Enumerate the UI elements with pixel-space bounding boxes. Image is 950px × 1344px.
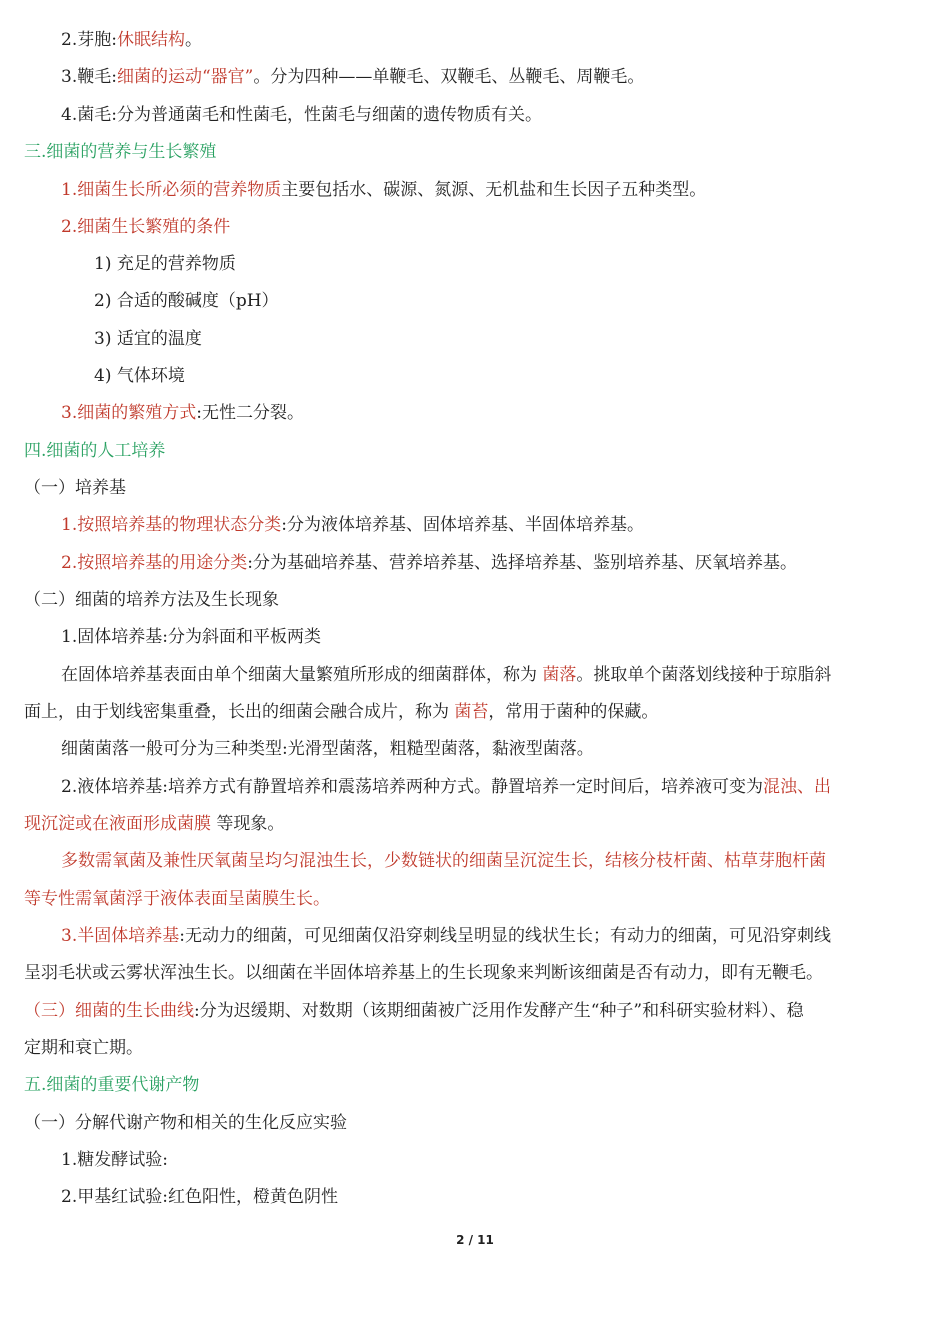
text-line — [0, 1074, 950, 1096]
text-line — [0, 552, 950, 574]
text-segment: :分为液体培养基、固体培养基、半固体培养基。 — [281, 515, 644, 535]
text-segment: 在固体培养基表面由单个细菌大量繁殖所形成的细菌群体，称为 — [61, 665, 543, 685]
text-segment: 四.细菌的人工培养 — [24, 441, 166, 461]
text-segment: 2.液体培养基:培养方式有静置培养和震荡培养两种方式。静置培养一定时间后，培养液可变为 — [61, 777, 763, 797]
text-segment: 1) 充足的营养物质 — [94, 254, 236, 274]
text-segment: 2) 合适的酸碱度（pH） — [94, 291, 279, 311]
text-line — [0, 290, 950, 312]
text-segment: 4.菌毛:分为普通菌毛和性菌毛，性菌毛与细菌的遗传物质有关。 — [61, 105, 542, 125]
text-segment: :无动力的细菌，可见细菌仅沿穿刺线呈明显的线状生长；有动力的细菌，可见沿穿刺线 — [179, 926, 831, 946]
text-segment: 1.按照培养基的物理状态分类 — [61, 515, 282, 535]
text-segment: 2.芽胞: — [61, 30, 117, 50]
text-segment: （一）培养基 — [24, 478, 126, 498]
text-line — [0, 850, 950, 872]
text-segment: 细菌菌落一般可分为三种类型:光滑型菌落，粗糙型菌落，黏液型菌落。 — [61, 739, 594, 759]
text-segment: 呈羽毛状或云雾状浑浊生长。以细菌在半固体培养基上的生长现象来判断该细菌是否有动力，即有无鞭毛。 — [24, 963, 823, 983]
text-segment: 现沉淀或在液面形成菌膜 — [24, 814, 211, 834]
text-line — [0, 179, 950, 201]
text-segment: :无性二分裂。 — [196, 403, 304, 423]
text-segment: 等专性需氧菌浮于液体表面呈菌膜生长。 — [24, 889, 330, 909]
text-line — [0, 1186, 950, 1208]
text-segment: 3.细菌的繁殖方式 — [61, 403, 197, 423]
text-segment: 。 — [184, 30, 202, 50]
text-segment: 三.细菌的营养与生长繁殖 — [24, 142, 217, 162]
text-segment: 五.细菌的重要代谢产物 — [24, 1075, 200, 1095]
text-segment: 3.鞭毛: — [61, 67, 117, 87]
text-segment: 细菌的运动“器官” — [116, 67, 254, 87]
text-segment: 2.甲基红试验:红色阳性，橙黄色阴性 — [61, 1187, 338, 1207]
text-line — [0, 365, 950, 387]
text-line — [0, 141, 950, 163]
text-line — [0, 104, 950, 126]
text-line — [0, 216, 950, 238]
text-segment: 休眠结构 — [116, 30, 185, 50]
text-line — [0, 1112, 950, 1134]
text-line — [0, 29, 950, 51]
text-segment: （三）细菌的生长曲线 — [24, 1001, 194, 1021]
text-line — [0, 626, 950, 648]
text-line — [0, 738, 950, 760]
text-line — [0, 701, 950, 723]
text-segment: 面上，由于划线密集重叠，长出的细菌会融合成片，称为 — [24, 702, 455, 722]
text-line — [0, 1037, 950, 1059]
text-segment: 2.按照培养基的用途分类 — [61, 553, 248, 573]
text-segment: 菌苔 — [454, 702, 489, 722]
text-line — [0, 925, 950, 947]
text-segment: （一）分解代谢产物和相关的生化反应实验 — [24, 1113, 347, 1133]
text-segment: 1.细菌生长所必须的营养物质 — [61, 180, 282, 200]
text-line — [0, 66, 950, 88]
text-line — [0, 253, 950, 275]
text-segment: 4) 气体环境 — [94, 366, 185, 386]
text-segment: 菌落 — [542, 665, 577, 685]
text-line — [0, 813, 950, 835]
text-segment: 3) 适宜的温度 — [94, 329, 202, 349]
text-line — [0, 962, 950, 984]
text-segment: 混浊、出 — [762, 777, 831, 797]
text-line — [0, 589, 950, 611]
text-line — [0, 477, 950, 499]
text-line — [0, 1149, 950, 1171]
text-segment: 等现象。 — [211, 814, 285, 834]
page-number: 2 / 11 — [456, 1233, 494, 1247]
text-segment: （二）细菌的培养方法及生长现象 — [24, 590, 279, 610]
text-segment: 。挑取单个菌落划线接种于琼脂斜 — [576, 665, 832, 685]
text-line — [0, 402, 950, 424]
text-line — [0, 328, 950, 350]
text-segment: 1.固体培养基:分为斜面和平板两类 — [61, 627, 321, 647]
text-segment: 2.细菌生长繁殖的条件 — [61, 217, 231, 237]
text-line — [0, 440, 950, 462]
text-line — [0, 514, 950, 536]
text-segment: :分为基础培养基、营养培养基、选择培养基、鉴别培养基、厌氧培养基。 — [247, 553, 797, 573]
text-line — [0, 776, 950, 798]
text-segment: :分为迟缓期、对数期（该期细菌被广泛用作发酵产生“种子”和科研实验材料）、稳 — [194, 1001, 804, 1021]
text-segment: 。分为四种——单鞭毛、双鞭毛、丛鞭毛、周鞭毛。 — [253, 67, 645, 87]
text-segment: 1.糖发酵试验: — [61, 1150, 168, 1170]
text-line — [0, 1000, 950, 1022]
text-segment: ，常用于菌种的保藏。 — [488, 702, 659, 722]
text-line — [0, 664, 950, 686]
text-segment: 定期和衰亡期。 — [24, 1038, 143, 1058]
text-segment: 主要包括水、碳源、氮源、无机盐和生长因子五种类型。 — [281, 180, 707, 200]
text-segment: 3.半固体培养基 — [61, 926, 180, 946]
text-segment: 多数需氧菌及兼性厌氧菌呈均匀混浊生长，少数链状的细菌呈沉淀生长，结核分枝杆菌、枯草芽胞杆菌 — [61, 851, 826, 871]
text-line — [0, 888, 950, 910]
